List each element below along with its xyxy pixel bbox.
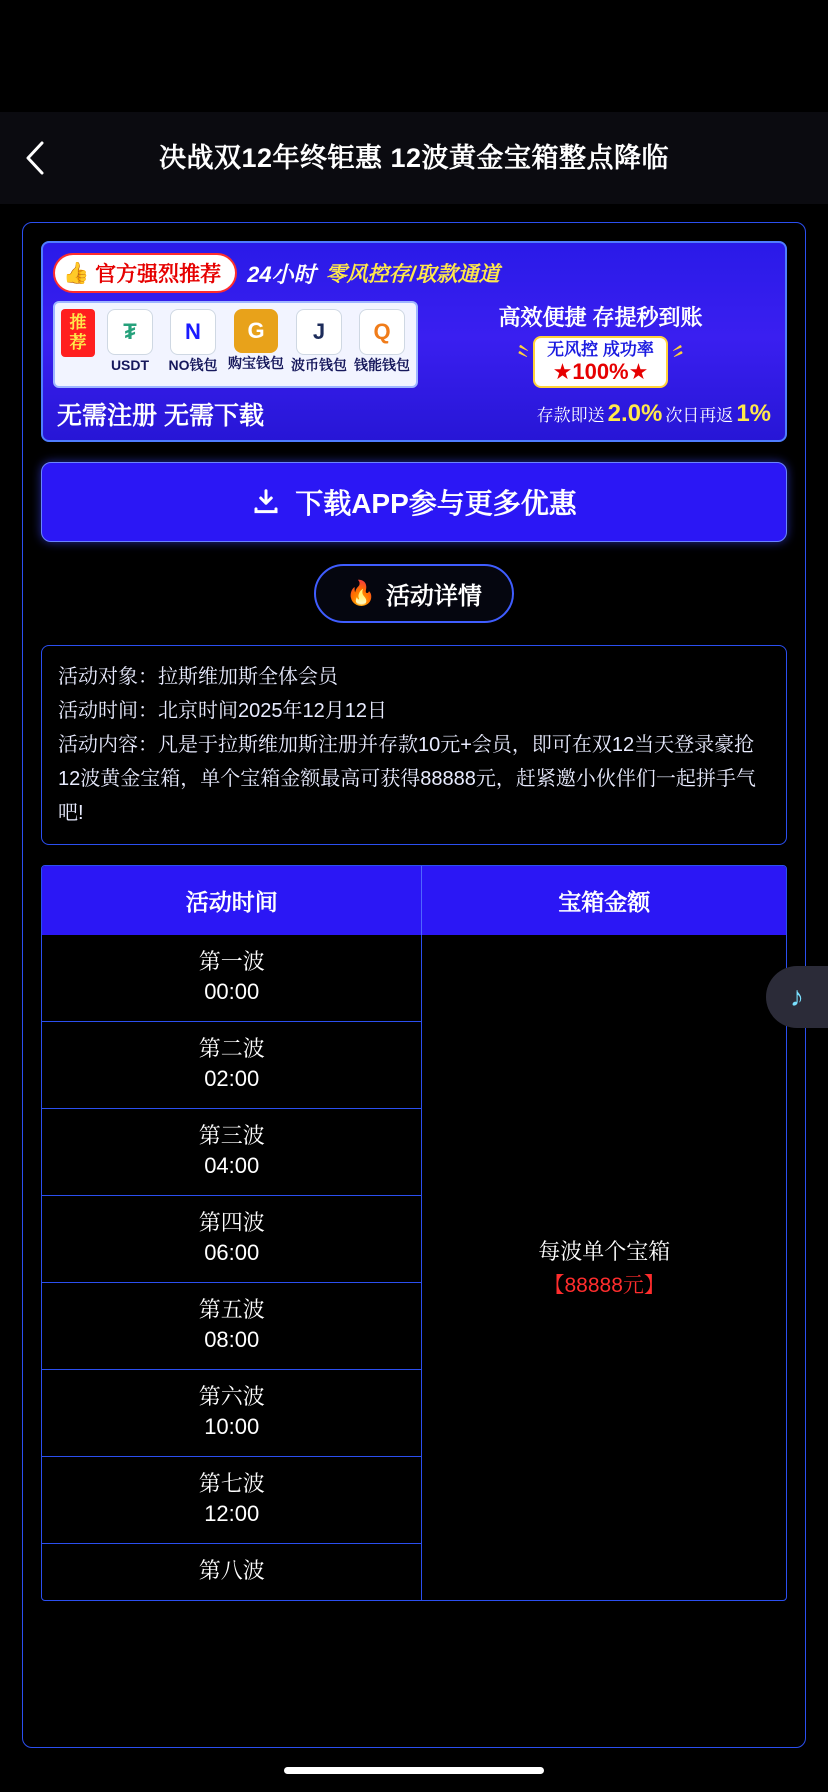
table-row (42, 1196, 421, 1283)
success-rate-title: 无风控 成功率 (547, 340, 654, 359)
fast-deposit-label: 高效便捷 存提秒到账 (498, 305, 703, 330)
no-wallet-icon: N (170, 309, 216, 355)
status-bar-spacer (0, 0, 828, 112)
wallet-list (53, 301, 418, 388)
promo-bottom-row (53, 396, 775, 432)
home-indicator-area (0, 1748, 828, 1792)
table-row (42, 1283, 421, 1370)
wallet-label: NO钱包 (168, 357, 218, 373)
home-indicator (284, 1767, 544, 1774)
page-title: 决战双12年终钜惠 12波黄金宝箱整点降临 (158, 143, 670, 173)
wave-label: 第四波 (198, 1210, 265, 1235)
music-note-icon: ♪ (790, 981, 804, 1012)
usdt-wallet-icon: ₮ (107, 309, 153, 355)
hours-label: 24小时 (247, 261, 316, 287)
info-line: 活动对象：拉斯维加斯全体会员 (58, 666, 338, 688)
goubao-wallet-icon: G (234, 309, 278, 353)
bonus-mid: 次日再返 (665, 406, 734, 425)
detail-button-row (41, 564, 787, 623)
no-register-label: 无需注册 无需下载 (57, 402, 264, 430)
info-line: 活动时间：北京时间2025年12月12日 (58, 700, 387, 722)
wave-label: 第八波 (198, 1558, 265, 1583)
wallet-item[interactable] (291, 309, 347, 373)
prize-table (41, 865, 787, 1601)
wallet-label: USDT (110, 357, 150, 373)
promo-top-row (53, 253, 775, 293)
thumbs-up-icon: 👍 (63, 261, 90, 285)
activity-detail-label: 活动详情 (385, 583, 482, 610)
wave-label: 第二波 (198, 1036, 265, 1061)
activity-info-box (41, 645, 787, 845)
table-row (42, 1457, 421, 1544)
table-row (42, 1370, 421, 1457)
chevron-left-icon (24, 140, 46, 176)
promo-right-block (426, 301, 775, 388)
music-toggle-button[interactable] (766, 966, 828, 1028)
wallet-item[interactable] (165, 309, 221, 373)
promo-banner[interactable] (41, 241, 787, 442)
wave-label: 第五波 (198, 1297, 265, 1322)
success-rate-box (533, 336, 668, 388)
download-app-label: 下载APP参与更多优惠 (295, 488, 577, 519)
laurel-left-icon: 〝 (499, 345, 530, 378)
download-icon (251, 487, 281, 517)
table-body (42, 935, 786, 1600)
bonus-value: 2.0% (607, 400, 663, 427)
wave-time: 10:00 (204, 1414, 260, 1439)
wallet-label: 钱能钱包 (354, 357, 410, 373)
wave-time: 08:00 (204, 1327, 260, 1352)
bobi-wallet-icon: J (296, 309, 342, 355)
bonus-label (537, 400, 771, 428)
table-time-column (42, 935, 422, 1600)
laurel-right-icon: 〞 (671, 345, 702, 378)
flame-icon: 🔥 (346, 580, 376, 607)
table-row (42, 1109, 421, 1196)
wave-label: 第一波 (198, 949, 265, 974)
wallet-label: 购宝钱包 (228, 355, 284, 371)
activity-detail-button[interactable] (314, 564, 514, 623)
prize-amount: 【88888元】 (543, 1273, 665, 1297)
bonus-value2: 1% (736, 400, 771, 427)
download-app-button[interactable] (41, 462, 787, 542)
table-header-amount: 宝箱金额 (558, 889, 651, 915)
recommend-badge: 推荐 (61, 309, 95, 357)
wave-time: 04:00 (204, 1153, 260, 1178)
table-row (42, 1022, 421, 1109)
official-recommend-pill (53, 253, 237, 293)
table-header-time: 活动时间 (42, 866, 422, 935)
page-content (0, 204, 828, 1748)
wave-time: 02:00 (204, 1066, 260, 1091)
wallet-item[interactable] (354, 309, 410, 373)
qianneng-wallet-icon: Q (359, 309, 405, 355)
wallet-item[interactable] (102, 309, 158, 373)
wave-label: 第七波 (198, 1471, 265, 1496)
wave-time: 00:00 (204, 979, 260, 1004)
success-rate-block (499, 336, 702, 388)
promo-middle-row (53, 301, 775, 388)
table-prize-column (422, 935, 786, 1600)
official-recommend-label: 官方强烈推荐 (95, 263, 222, 286)
table-header-row (42, 866, 786, 935)
table-row (42, 935, 421, 1022)
prize-label: 每波单个宝箱 (538, 1238, 671, 1264)
wave-time: 12:00 (204, 1501, 260, 1526)
bonus-prefix: 存款即送 (536, 406, 605, 425)
table-row (42, 1544, 421, 1600)
zero-risk-label: 零风控存/取款通道 (325, 263, 500, 286)
wave-label: 第六波 (198, 1384, 265, 1409)
prize-cell (538, 1234, 670, 1302)
promotion-card (22, 222, 806, 1748)
wave-label: 第三波 (198, 1123, 265, 1148)
wallet-label: 波币钱包 (291, 357, 347, 373)
wallet-item[interactable] (228, 309, 284, 371)
success-rate-value: ★100%★ (552, 359, 649, 384)
wave-time: 06:00 (204, 1240, 260, 1265)
back-button[interactable] (0, 112, 70, 204)
info-line: 活动内容：凡是于拉斯维加斯注册并存款10元+会员，即可在双12当天登录豪抢12波黄金宝箱，单个宝箱金额最高可获得88888元，赶紧邀小伙伴们一起拼手气吧! (58, 734, 756, 824)
page-header (0, 112, 828, 204)
